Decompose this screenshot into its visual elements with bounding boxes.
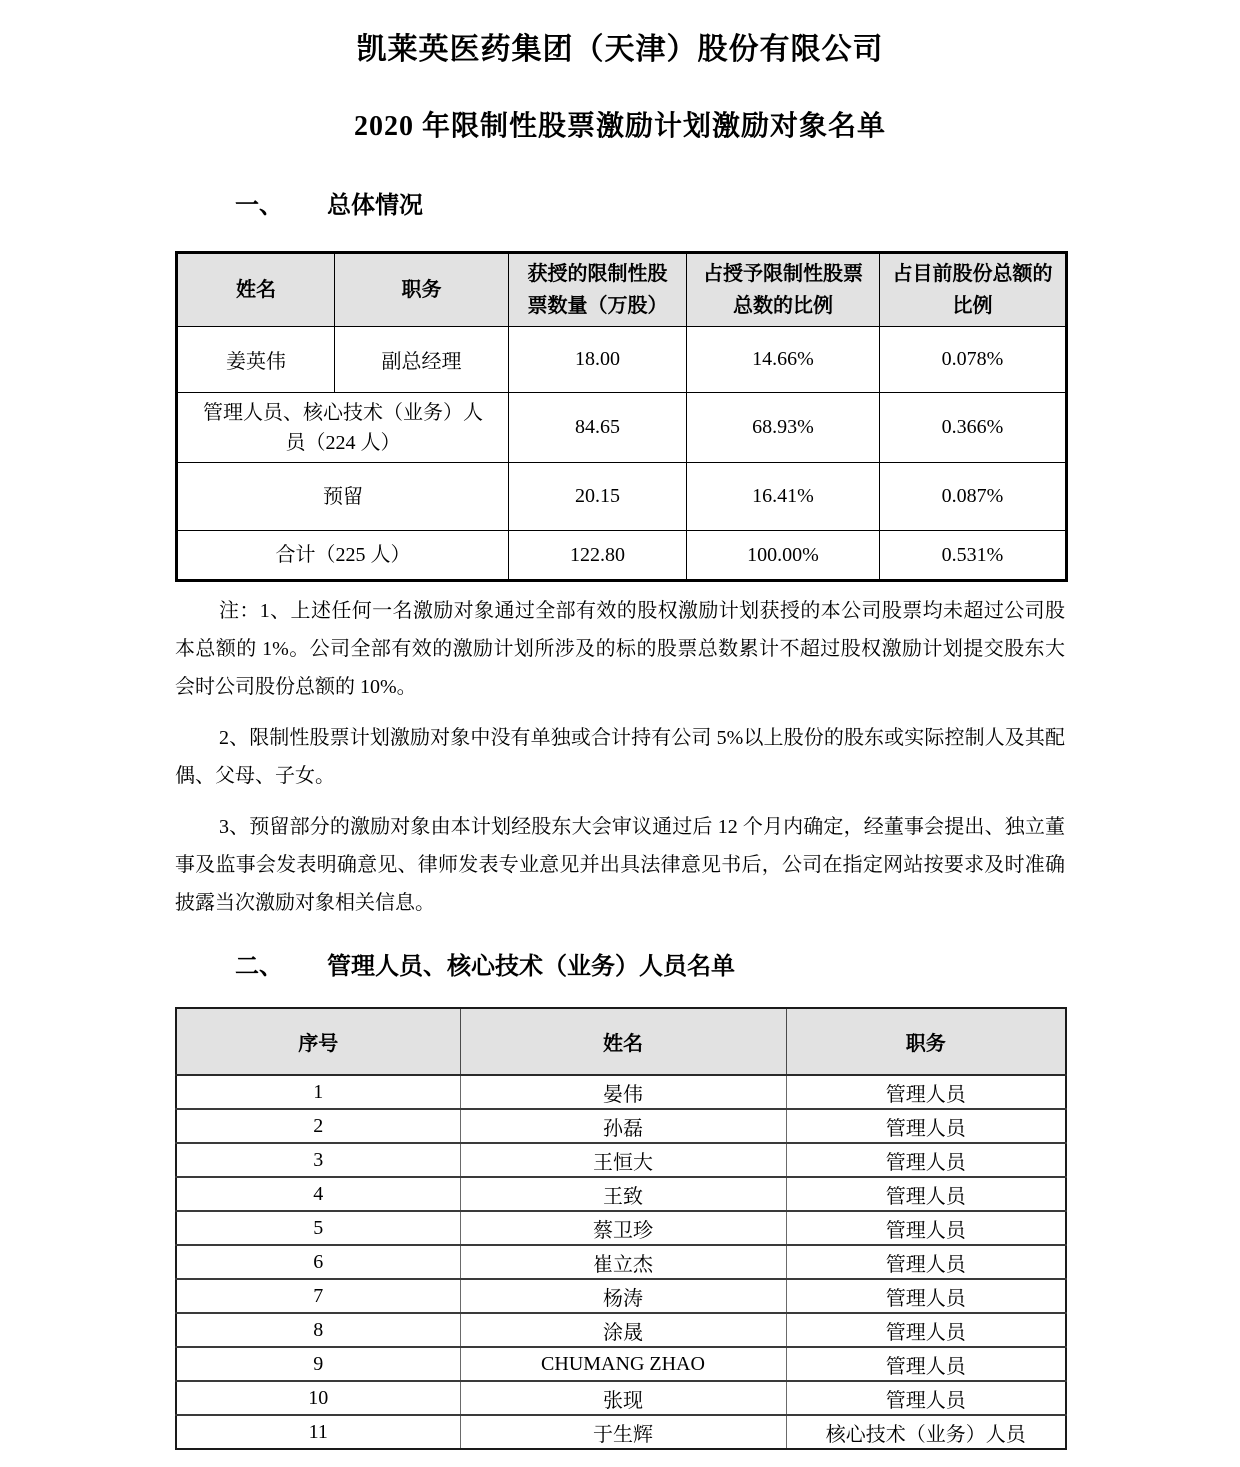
name-cell: 蔡卫珍 <box>460 1211 786 1245</box>
table-row <box>176 1177 1066 1211</box>
total-pct-cell: 0.078% <box>880 327 1067 393</box>
table-row <box>176 1347 1066 1381</box>
table-row <box>176 1109 1066 1143</box>
name-cell: 崔立杰 <box>460 1245 786 1279</box>
notes-paragraph-1: 注：1、上述任何一名激励对象通过全部有效的股权激励计划获授的本公司股票均未超过公司股本总额的 1%。公司全部有效的激励计划所涉及的标的股票总数累计不超过股权激励计划提交股东大会时公司股份总额的 10%。 <box>175 600 1065 699</box>
roster-table <box>175 1007 1067 1450</box>
page-title: 凯莱英医药集团（天津）股份有限公司 <box>356 33 884 66</box>
total-pct-cell: 0.087% <box>880 463 1067 531</box>
name-cell: 管理人员、核心技术（业务）人员（224 人） <box>177 393 509 463</box>
section-two-title: 管理人员、核心技术（业务）人员名单 <box>327 954 735 981</box>
position-cell: 管理人员 <box>786 1075 1066 1109</box>
section-two-heading <box>175 952 1065 982</box>
name-cell: 姜英伟 <box>177 327 335 393</box>
table-row <box>176 1279 1066 1313</box>
section-one-number: 一、 <box>235 193 283 220</box>
summary-header-row <box>177 253 1067 327</box>
table-row <box>176 1415 1066 1449</box>
position-cell: 管理人员 <box>786 1109 1066 1143</box>
position-cell: 管理人员 <box>786 1347 1066 1381</box>
index-cell: 11 <box>176 1415 460 1449</box>
column-header-shares: 获授的限制性股票数量（万股） <box>509 253 687 327</box>
column-header-name: 姓名 <box>460 1008 786 1075</box>
name-cell: 合计（225 人） <box>177 531 509 581</box>
shares-cell: 84.65 <box>509 393 687 463</box>
table-row <box>177 393 1067 463</box>
column-header-total-pct: 占目前股份总额的比例 <box>880 253 1067 327</box>
index-cell: 6 <box>176 1245 460 1279</box>
grant-pct-cell: 14.66% <box>687 327 880 393</box>
name-cell: 孙磊 <box>460 1109 786 1143</box>
name-cell: 杨涛 <box>460 1279 786 1313</box>
grant-pct-cell: 100.00% <box>687 531 880 581</box>
index-cell: 3 <box>176 1143 460 1177</box>
summary-table <box>175 251 1068 582</box>
position-cell: 管理人员 <box>786 1381 1066 1415</box>
table-row <box>176 1381 1066 1415</box>
section-two-number: 二、 <box>235 954 283 981</box>
position-cell: 核心技术（业务）人员 <box>786 1415 1066 1449</box>
index-cell: 10 <box>176 1381 460 1415</box>
table-row <box>177 531 1067 581</box>
name-cell: 王致 <box>460 1177 786 1211</box>
shares-cell: 20.15 <box>509 463 687 531</box>
index-cell: 4 <box>176 1177 460 1211</box>
shares-cell: 18.00 <box>509 327 687 393</box>
doc-subtitle: 2020 年限制性股票激励计划激励对象名单 <box>353 111 886 142</box>
section-one-title: 总体情况 <box>327 193 423 220</box>
roster-header-row <box>176 1008 1066 1075</box>
position-cell: 副总经理 <box>335 327 509 393</box>
name-cell: 预留 <box>177 463 509 531</box>
index-cell: 7 <box>176 1279 460 1313</box>
position-cell: 管理人员 <box>786 1245 1066 1279</box>
section-one-heading <box>175 191 1065 221</box>
notes-paragraph-3: 3、预留部分的激励对象由本计划经股东大会审议通过后 12 个月内确定，经董事会提出、独立董事及监事会发表明确意见、律师发表专业意见并出具法律意见书后，公司在指定网站按要求及时准确披露当次激励对象相关信息。 <box>175 816 1065 915</box>
total-pct-cell: 0.366% <box>880 393 1067 463</box>
name-cell: 涂晟 <box>460 1313 786 1347</box>
shares-cell: 122.80 <box>509 531 687 581</box>
column-header-index: 序号 <box>176 1008 460 1075</box>
index-cell: 9 <box>176 1347 460 1381</box>
index-cell: 5 <box>176 1211 460 1245</box>
column-header-position: 职务 <box>335 253 509 327</box>
name-cell: 晏伟 <box>460 1075 786 1109</box>
index-cell: 2 <box>176 1109 460 1143</box>
column-header-grant-pct: 占授予限制性股票总数的比例 <box>687 253 880 327</box>
name-cell: CHUMANG ZHAO <box>460 1347 786 1381</box>
grant-pct-cell: 68.93% <box>687 393 880 463</box>
position-cell: 管理人员 <box>786 1177 1066 1211</box>
table-row <box>176 1075 1066 1109</box>
table-row <box>176 1211 1066 1245</box>
table-row <box>176 1245 1066 1279</box>
position-cell: 管理人员 <box>786 1143 1066 1177</box>
column-header-name: 姓名 <box>177 253 335 327</box>
table-row <box>177 327 1067 393</box>
table-row <box>177 463 1067 531</box>
notes-paragraph-2: 2、限制性股票计划激励对象中没有单独或合计持有公司 5%以上股份的股东或实际控制人及其配偶、父母、子女。 <box>175 727 1065 788</box>
name-cell: 张现 <box>460 1381 786 1415</box>
position-cell: 管理人员 <box>786 1211 1066 1245</box>
total-pct-cell: 0.531% <box>880 531 1067 581</box>
position-cell: 管理人员 <box>786 1279 1066 1313</box>
table-row <box>176 1143 1066 1177</box>
name-cell: 于生辉 <box>460 1415 786 1449</box>
index-cell: 8 <box>176 1313 460 1347</box>
name-cell: 王恒大 <box>460 1143 786 1177</box>
column-header-position: 职务 <box>786 1008 1066 1075</box>
table-row <box>176 1313 1066 1347</box>
index-cell: 1 <box>176 1075 460 1109</box>
document-content <box>175 0 1065 1450</box>
grant-pct-cell: 16.41% <box>687 463 880 531</box>
position-cell: 管理人员 <box>786 1313 1066 1347</box>
